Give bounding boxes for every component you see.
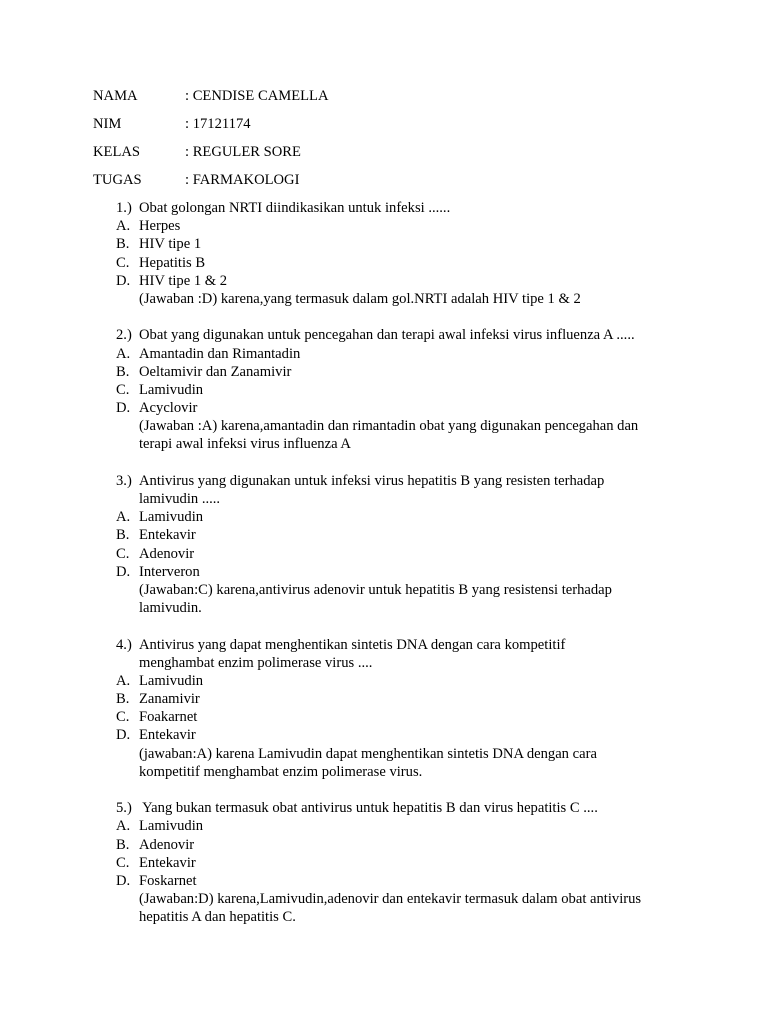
option-letter: D. (116, 563, 131, 580)
answer-text: (Jawaban:C) karena,antivirus adenovir untuk hepatitis B yang resistensi terhadap (139, 581, 612, 598)
answer-text: hepatitis A dan hepatitis C. (139, 909, 296, 926)
option-text: Amantadin dan Rimantadin (139, 345, 301, 362)
option-letter: A. (116, 818, 131, 835)
option-letter: D. (116, 400, 131, 417)
question-2 (0, 326, 768, 453)
answer-text: terapi awal infeksi virus influenza A (139, 436, 351, 453)
question-text: Yang bukan termasuk obat antivirus untuk hepatitis B dan virus hepatitis C .... (139, 800, 598, 817)
option-text: Lamivudin (139, 818, 204, 835)
question-number: 2.) (116, 327, 132, 344)
option-text: Adenovir (139, 545, 195, 562)
option-letter: B. (116, 836, 130, 853)
question-5 (0, 799, 768, 926)
question-text: Antivirus yang digunakan untuk infeksi virus hepatitis B yang resisten terhadap (139, 472, 605, 489)
question-text: Obat yang digunakan untuk pencegahan dan terapi awal infeksi virus influenza A ..... (139, 327, 635, 344)
option-text: Lamivudin (139, 381, 204, 398)
option-letter: D. (116, 272, 131, 289)
header-value: : REGULER SORE (185, 144, 301, 160)
question-list (0, 199, 768, 945)
option-text: Entekavir (139, 727, 196, 744)
option-letter: A. (116, 672, 131, 689)
question-text: Antivirus yang dapat menghentikan sintetis DNA dengan cara kompetitif (139, 636, 566, 653)
option-letter: C. (116, 381, 130, 398)
option-letter: C. (116, 254, 130, 271)
option-text: Entekavir (139, 527, 196, 544)
header-label: NIM (93, 116, 122, 132)
option-letter: C. (116, 854, 130, 871)
option-text: HIV tipe 1 (139, 236, 202, 253)
header-label: KELAS (93, 144, 141, 160)
question-3 (0, 472, 768, 618)
question-number: 4.) (116, 636, 132, 653)
header-label: TUGAS (93, 172, 142, 188)
question-number: 5.) (116, 800, 132, 817)
option-text: HIV tipe 1 & 2 (139, 272, 228, 289)
header-label: NAMA (93, 88, 138, 104)
option-text: Lamivudin (139, 509, 204, 526)
option-text: Herpes (139, 218, 181, 235)
answer-text: kompetitif menghambat enzim polimerase virus. (139, 763, 423, 780)
question-number: 1.) (116, 200, 132, 216)
answer-text: (jawaban:A) karena Lamivudin dapat menghentikan sintetis DNA dengan cara (139, 745, 597, 762)
option-text: Foskarnet (139, 872, 197, 889)
option-text: Lamivudin (139, 672, 204, 689)
answer-text: (Jawaban:D) karena,Lamivudin,adenovir dan entekavir termasuk dalam obat antivirus (139, 891, 642, 908)
option-letter: D. (116, 727, 131, 744)
option-letter: A. (116, 345, 131, 362)
option-letter: A. (116, 218, 131, 235)
answer-text: (Jawaban :D) karena,yang termasuk dalam gol.NRTI adalah HIV tipe 1 & 2 (139, 290, 581, 307)
option-letter: B. (116, 527, 130, 544)
question-text: lamivudin ..... (139, 491, 221, 507)
option-text: Acyclovir (139, 400, 198, 417)
answer-text: lamivudin. (139, 600, 202, 617)
question-4 (0, 636, 768, 782)
option-text: Zanamivir (139, 691, 200, 708)
answer-text: (Jawaban :A) karena,amantadin dan rimantadin obat yang digunakan pencegahan dan (139, 418, 639, 435)
option-text: Entekavir (139, 854, 196, 871)
question-number: 3.) (116, 472, 132, 489)
header-value: : 17121174 (185, 116, 251, 132)
question-1 (0, 199, 768, 308)
header-value: : FARMAKOLOGI (185, 172, 300, 188)
option-text: Hepatitis B (139, 254, 206, 271)
option-letter: C. (116, 545, 130, 562)
question-text: menghambat enzim polimerase virus .... (139, 654, 373, 671)
option-text: Oeltamivir dan Zanamivir (139, 363, 292, 380)
question-text: Obat golongan NRTI diindikasikan untuk infeksi ...... (139, 200, 451, 216)
option-letter: B. (116, 691, 130, 708)
option-letter: A. (116, 509, 131, 526)
option-letter: D. (116, 872, 131, 889)
option-letter: B. (116, 363, 130, 380)
option-text: Foakarnet (139, 709, 198, 726)
header-value: : CENDISE CAMELLA (185, 88, 329, 104)
option-text: Interveron (139, 563, 200, 580)
option-text: Adenovir (139, 836, 195, 853)
option-letter: B. (116, 236, 130, 253)
option-letter: C. (116, 709, 130, 726)
